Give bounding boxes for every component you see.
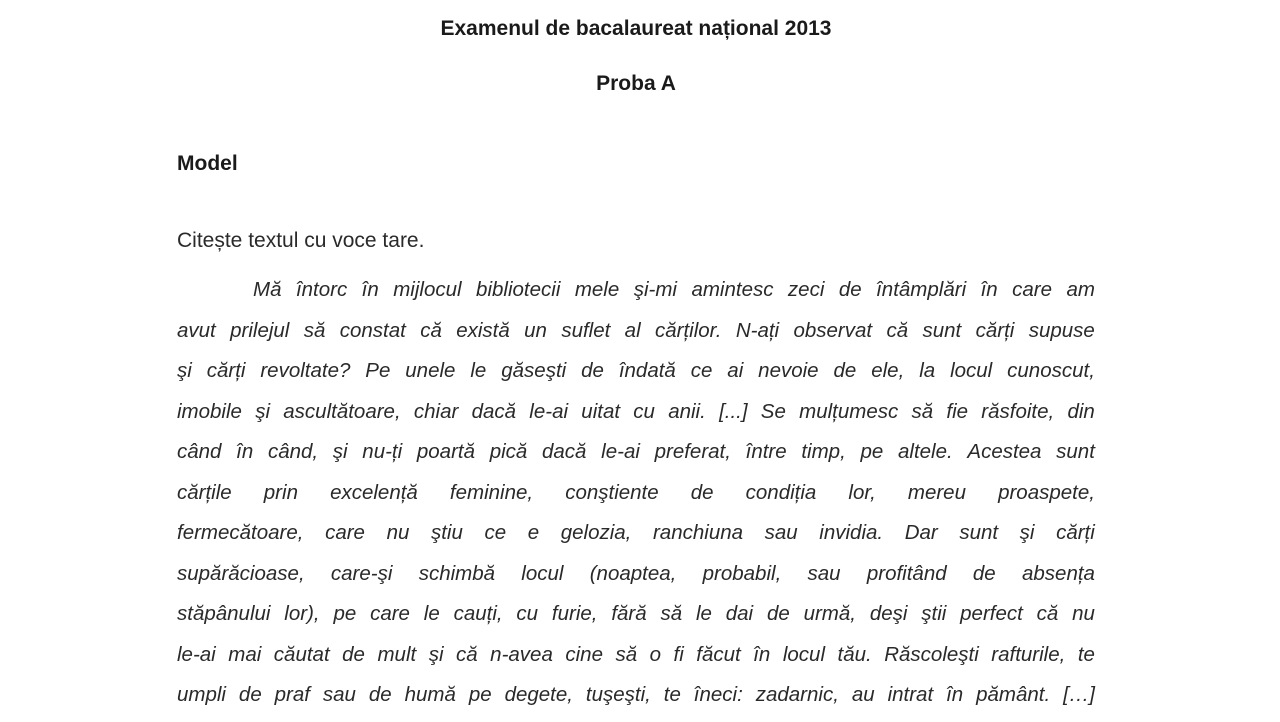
passage-word: al	[624, 318, 641, 342]
passage-word: poartă	[416, 440, 476, 463]
passage-word: deşi	[869, 602, 908, 625]
passage-word: căutat	[273, 642, 330, 666]
passage-word: că	[456, 642, 478, 666]
passage-word: prin	[263, 480, 298, 504]
passage-word: Mă	[253, 278, 282, 301]
passage-word: de	[342, 642, 365, 666]
passage-word: în	[753, 642, 771, 666]
passage-word: tuşeşti,	[585, 683, 651, 706]
passage-word: sau	[807, 561, 841, 585]
passage-word: unele	[405, 359, 456, 382]
passage-word: au	[851, 683, 875, 706]
passage-word: când	[177, 440, 222, 463]
passage-word: îndată	[618, 359, 676, 382]
passage-line	[177, 641, 1095, 682]
passage-line	[177, 560, 1095, 601]
passage-word: sunt	[922, 318, 962, 342]
passage-word: le-ai	[177, 642, 216, 666]
passage-word: fermecătoare,	[177, 521, 304, 544]
passage-word: nevoie	[758, 359, 819, 382]
passage-word: furie,	[551, 602, 598, 625]
passage-word: pe	[333, 602, 357, 625]
passage-word: locul	[950, 359, 993, 382]
passage-word: ascultătoare,	[283, 399, 401, 423]
passage-word: profitând	[866, 561, 947, 585]
passage-word: gelozia,	[560, 521, 632, 544]
passage-word: de	[838, 278, 862, 301]
passage-word: le	[470, 359, 487, 382]
passage-word: schimbă	[418, 561, 496, 585]
passage-word: ştiu	[430, 521, 463, 544]
passage-word: îneci:	[693, 683, 743, 706]
passage-word: Răscoleşti	[884, 642, 979, 666]
passage-word: [...]	[719, 399, 748, 423]
passage-word: ranchiuna	[652, 521, 744, 544]
passage-word: […]	[1063, 683, 1095, 706]
passage-word: stăpânului	[177, 602, 271, 625]
document-subtitle: Proba A	[596, 72, 676, 95]
passage-word: de	[690, 480, 714, 504]
passage-word: condiția	[745, 480, 817, 504]
passage-word: probabil,	[702, 561, 782, 585]
passage-word: perfect	[960, 602, 1023, 625]
passage-word: la	[919, 359, 936, 382]
passage-word: Pe	[365, 359, 391, 382]
passage-word: anii.	[668, 399, 706, 423]
passage-word: le	[695, 602, 712, 625]
passage-line	[177, 681, 1095, 722]
passage-word: care	[370, 602, 410, 625]
passage-word: observat	[793, 318, 873, 342]
passage-word: zadarnic,	[755, 683, 839, 706]
passage-word: revoltate?	[260, 359, 351, 382]
passage-line	[177, 438, 1095, 479]
passage-word: absența	[1021, 561, 1095, 585]
passage-word: mereu	[907, 480, 966, 504]
passage-word: humă	[404, 683, 456, 706]
passage-word: supuse	[1028, 318, 1095, 342]
passage-word: făcut	[696, 642, 741, 666]
passage-word: cărți	[1056, 521, 1095, 544]
passage-word: întâmplări	[876, 278, 967, 301]
passage-line	[177, 398, 1095, 439]
passage-word: de	[766, 602, 790, 625]
passage-word: degete,	[504, 683, 573, 706]
passage-word: mijlocul	[393, 278, 462, 301]
passage-word: excelență	[330, 480, 418, 504]
passage-word: cunoscut,	[1007, 359, 1095, 382]
passage-word: cine	[565, 642, 603, 666]
passage-word: de	[368, 683, 392, 706]
passage-word: praf	[274, 683, 310, 706]
passage-line	[177, 519, 1095, 560]
passage-word: invidia.	[819, 521, 884, 544]
section-label: Model	[177, 152, 238, 175]
passage-word: care	[325, 521, 365, 544]
passage-word: că	[1036, 602, 1059, 625]
passage-word: rafturile,	[991, 642, 1066, 666]
passage-word: există	[456, 318, 510, 342]
passage-word: şi	[332, 440, 348, 463]
instruction-text: Citește textul cu voce tare.	[177, 229, 425, 252]
passage-word: că	[420, 318, 442, 342]
passage-word: le	[423, 602, 440, 625]
passage-word: răsfoite,	[981, 399, 1055, 423]
passage-word: în	[946, 683, 964, 706]
passage-word: să	[615, 642, 638, 666]
passage-word: locul	[521, 561, 564, 585]
passage-word: în	[236, 440, 254, 463]
passage-line	[177, 479, 1095, 520]
passage-word: prilejul	[230, 318, 290, 342]
passage-word: cărțile	[177, 480, 232, 504]
passage-word: preferat,	[654, 440, 731, 463]
passage-word: când,	[267, 440, 319, 463]
passage-word: nu	[386, 521, 410, 544]
passage-word: şi	[428, 642, 444, 666]
passage-word: pe	[860, 440, 884, 463]
passage-word: între	[745, 440, 787, 463]
passage-word: nu	[1072, 602, 1095, 625]
passage-word: nu-ți	[362, 440, 403, 463]
passage-word: fie	[946, 399, 969, 423]
passage-line	[177, 357, 1095, 398]
passage-word: am	[1066, 278, 1095, 301]
passage-word: Se	[760, 399, 786, 423]
passage-word: ce	[690, 359, 713, 382]
passage-word: locul	[782, 642, 826, 666]
passage-word: cărți	[975, 318, 1015, 342]
passage-word: în	[980, 278, 998, 301]
passage-word: cu	[633, 399, 655, 423]
passage-word: te	[1077, 642, 1095, 666]
passage-word: urmă,	[803, 602, 856, 625]
passage-word: de	[972, 561, 996, 585]
passage-word: şi	[255, 399, 271, 423]
passage-word: dacă	[542, 440, 587, 463]
passage-word: găseşti	[501, 359, 567, 382]
passage-word: cărților.	[655, 318, 722, 342]
passage-word: întorc	[295, 278, 348, 301]
passage-word: în	[361, 278, 379, 301]
passage-word: care	[1012, 278, 1053, 301]
passage-line	[177, 276, 1095, 317]
passage-word: chiar	[413, 399, 459, 423]
passage-word: e	[527, 521, 540, 544]
passage-word: umpli	[177, 683, 226, 706]
passage-word: tău.	[837, 642, 872, 666]
passage-word: fi	[673, 642, 684, 666]
passage-word: cauți,	[453, 602, 503, 625]
passage-word: uitat	[581, 399, 621, 423]
passage-word: te	[663, 683, 681, 706]
document-title: Examenul de bacalaureat național 2013	[440, 17, 832, 40]
passage-word: pică	[489, 440, 528, 463]
passage-word: sunt	[1056, 440, 1095, 463]
passage-word: bibliotecii	[476, 278, 561, 301]
passage-word: să	[660, 602, 683, 625]
passage-word: de	[833, 359, 857, 382]
passage-word: sunt	[959, 521, 999, 544]
passage-word: sau	[764, 521, 798, 544]
passage-word: cărți	[206, 359, 246, 382]
passage-word: imobile	[177, 399, 242, 423]
passage-word: dai	[725, 602, 754, 625]
passage-word: mele	[574, 278, 620, 301]
passage-word: zeci	[787, 278, 825, 301]
passage-word: cu	[516, 602, 539, 625]
passage-word: intrat	[887, 683, 934, 706]
passage-line	[177, 600, 1095, 641]
passage-word: N-ați	[735, 318, 780, 342]
passage-word: fără	[611, 602, 647, 625]
passage-word: feminine,	[449, 480, 534, 504]
passage-word: mult	[377, 642, 417, 666]
passage-word: că	[886, 318, 909, 342]
passage-word: Dar	[904, 521, 938, 544]
passage-word: care-şi	[330, 561, 393, 585]
passage-word: suflet	[561, 318, 611, 342]
passage-word: (noaptea,	[589, 561, 677, 585]
passage-word: şi-mi	[633, 278, 677, 301]
passage-word: mai	[228, 642, 262, 666]
passage-word: n-avea	[490, 642, 553, 666]
passage-word: pământ.	[976, 683, 1051, 706]
passage-word: amintesc	[691, 278, 774, 301]
passage-word: lor,	[848, 480, 876, 504]
passage-word: de	[238, 683, 262, 706]
passage-word: din	[1067, 399, 1095, 423]
passage-word: dacă	[471, 399, 517, 423]
passage-word: altele.	[897, 440, 953, 463]
passage-word: pe	[468, 683, 492, 706]
passage-word: şi	[177, 359, 192, 382]
passage-word: ele,	[871, 359, 905, 382]
passage-word: ai	[727, 359, 744, 382]
passage-word: supărăcioase,	[177, 561, 305, 585]
passage-word: să	[303, 318, 326, 342]
passage-word: să	[911, 399, 934, 423]
passage-word: constat	[339, 318, 406, 342]
passage-word: ce	[484, 521, 507, 544]
passage-word: proaspete,	[998, 480, 1095, 504]
passage-word: de	[581, 359, 604, 382]
reading-passage	[177, 276, 1095, 722]
passage-word: Acestea	[967, 440, 1042, 463]
passage-word: un	[524, 318, 547, 342]
passage-word: sau	[322, 683, 356, 706]
passage-word: le-ai	[529, 399, 569, 423]
passage-word: mulțumesc	[799, 399, 899, 423]
passage-word: le-ai	[601, 440, 640, 463]
passage-word: timp,	[801, 440, 846, 463]
passage-word: o	[649, 642, 662, 666]
passage-word: ştii	[921, 602, 947, 625]
passage-word: şi	[1019, 521, 1035, 544]
passage-word: avut	[177, 318, 216, 342]
passage-word: conştiente	[565, 480, 659, 504]
passage-line	[177, 317, 1095, 358]
passage-word: lor),	[284, 602, 320, 625]
